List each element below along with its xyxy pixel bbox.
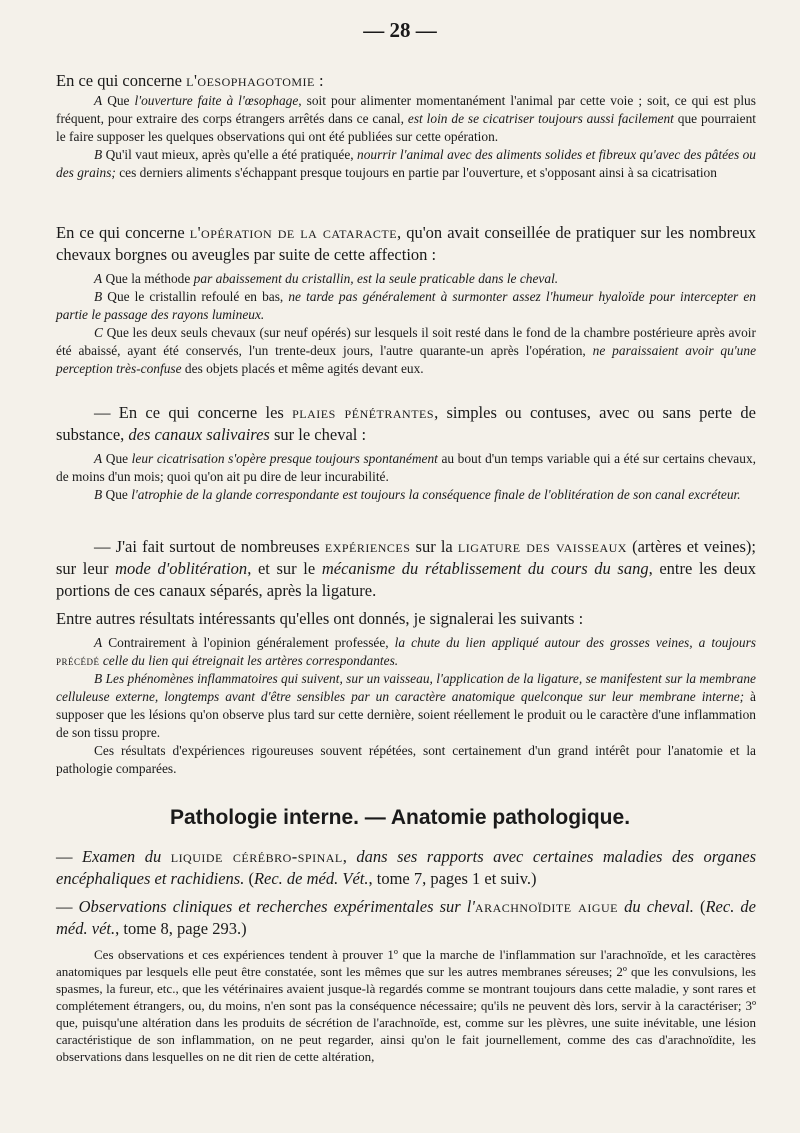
oesophagotomie-point-b: B Qu'il vaut mieux, après qu'elle a été pratiquée, nourrir l'animal avec des aliments solides et fibreux qu'avec des pâtées ou des grains; ces derniers aliments s'échappant presque toujours en partie par l'ouverture, et s'opposant ainsi à sa cicatrisation [56,147,756,180]
ligature-point-b: B Les phénomènes inflammatoires qui suivent, sur un vaisseau, l'application de la ligature, se manifestent sur la membrane celluleuse externe, longtemps avant d'être sensibles par un caractère anatomique quelconque sur leur membrane interne; à supposer que les lésions qu'on observe plus tard sur cette dernière, soient réellement le produit ou le caractère d'une inflammation de son tissu propre. [56,671,756,740]
ligature-conclusion: Ces résultats d'expériences rigoureuses souvent répétées, sont certainement d'un grand intérêt pour l'anatomie et la pathologie comparées. [56,743,756,776]
reference-2-summary: Ces observations et ces expériences tendent à prouver 1º que la marche de l'inflammation sur l'arachnoïde, et les caractères anatomiques par lesquels elle peut être constatée, sont les mêmes que sur les autres membranes séreuses; 2º que les convulsions, les spasmes, la fureur, etc., que les vétérinaires avaient jusque-là regardés comme se montrant toujours dans cette maladie, y sont rares et complétement étrangers, ou, du moins, n'en sont pas la conséquence nécessaire; qu'ils ne peuvent dès lors, servir à la caractériser; 3º que, puisqu'une altération dans les produits de sécrétion de l'arachnoïde, est, comme sur les plèvres, une suite inévitable, une lésion caractéristique de son inflammation, on ne peut regarder, ainsi qu'on le fait journellement, comme des cas d'arachnoïdite, les observations dans lesquelles on ne dit rien de cette altération, [56,947,756,1064]
oesophagotomie-intro: En ce qui concerne l'oesophagotomie : [56,71,324,90]
cataracte-point-c: C Que les deux seuls chevaux (sur neuf opérés) sur lesquels il soit resté dans le fond de la chambre postérieure après avoir été abaissé, ayant été conservés, l'un trente-deux jours, l'autre quarante-un après l'opération, ne paraissaient avoir qu'une perception très-confuse des objets placés et même agités devant eux. [56,325,757,376]
reference-1: — Examen du liquide cérébro-spinal, dans ses rapports avec certaines maladies des organes encéphaliques et rachidiens. (Rec. de méd. Vét., tome 7, pages 1 et suiv.) [56,847,757,888]
ligature-point-a: A Contrairement à l'opinion généralement professée, la chute du lien appliqué autour des grosses veines, a toujours précédé celle du lien qui étreignait les artères correspondantes. [56,635,756,668]
reference-2: — Observations cliniques et recherches expérimentales sur l'arachnoïdite aigue du cheval. (Rec. de méd. vét., tome 8, page 293.) [56,897,756,938]
oesophagotomie-term: l'oesophagotomie [186,71,315,90]
cataracte-point-b: B Que le cristallin refoulé en bas, ne tarde pas généralement à surmonter assez l'humeur hyaloïde pour intercepter en partie le passage des rayons lumineux. [56,289,756,322]
ligature-results-intro: Entre autres résultats intéressants qu'elles ont donnés, je signalerai les suivants : [56,609,584,628]
section-oesophagotomie [56,70,756,182]
oesophagotomie-point-a: A Que l'ouverture faite à l'œsophage, soit pour alimenter momentanément l'animal par cette voie ; soit, ce qui est plus fréquent, pour extraire des corps étrangers arrêtés dans ce canal, est loin de se cicatriser toujours aussi facilement que pourraient le faire supposer les quelques observations qui ont été publiées sur cette opération. [56,93,757,144]
section-cataracte [56,222,756,378]
plaies-point-a: A Que leur cicatrisation s'opère presque toujours spontanément au bout d'un temps variable qui a été sur certains chevaux, de moins d'un mois; quoi qu'on ait pu dire de leur incurabilité. [56,451,756,484]
ligature-intro: — J'ai fait surtout de nombreuses expériences sur la ligature des vaisseaux (artères et veines); sur leur mode d'oblitération, et sur le mécanisme du rétablissement du cours du sang, entre les deux portions de ces canaux séparés, après la ligature. [56,537,756,600]
section-references [56,846,756,1065]
plaies-point-b: B Que l'atrophie de la glande correspondante est toujours la conséquence finale de l'oblitération de son canal excréteur. [94,487,741,502]
page-number: — 28 — [363,18,437,42]
cataracte-intro: En ce qui concerne l'opération de la cataracte, qu'on avait conseillée de pratiquer sur les nombreux chevaux borgnes ou aveugles par suite de cette affection : [56,223,756,264]
plaies-intro: — En ce qui concerne les plaies pénétrantes, simples ou contuses, avec ou sans perte de substance, des canaux salivaires sur le cheval : [56,403,756,444]
section-title: Pathologie interne. — Anatomie pathologique. [169,806,631,829]
section-ligature [56,536,756,778]
section-plaies [56,402,756,504]
cataracte-point-a: A Que la méthode par abaissement du cristallin, est la seule praticable dans le cheval. [94,271,559,286]
